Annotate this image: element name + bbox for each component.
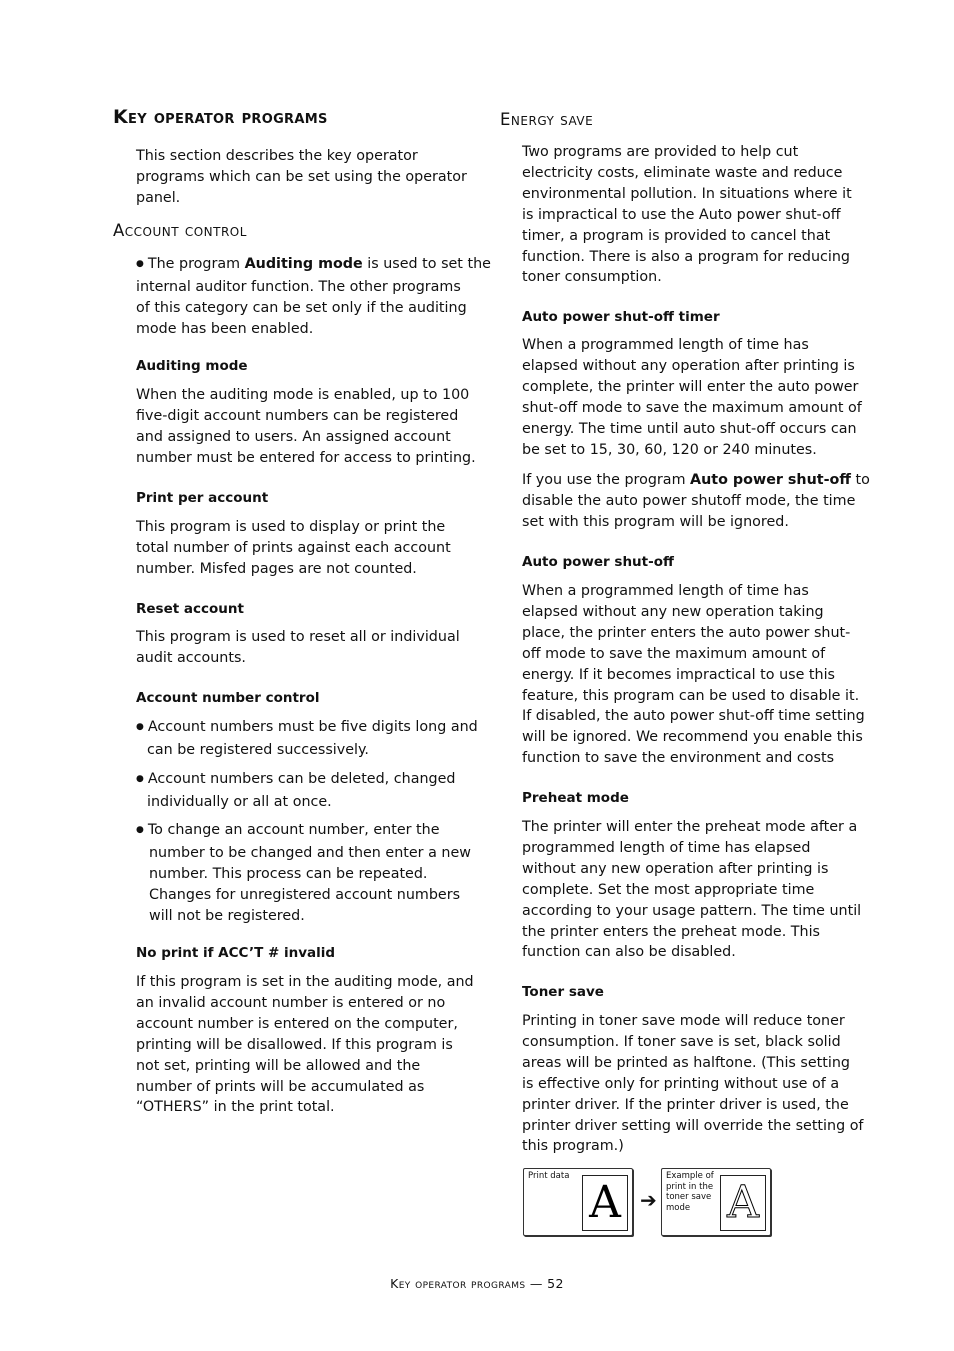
reset-account-title: Reset account (136, 601, 244, 617)
auto-timer-note: If you use the program Auto power shut-off to disable the auto power shutoff mode, the time set with this program will be ignored. (522, 472, 870, 530)
no-print-text: If this program is set in the auditing mode, and an invalid account number is entered or no account number is entered on the computer, printing will be disallowed. If this program is not set, printing will be allowed and the number of prints will be accumulated as “OTHERS” in the print total. (136, 974, 474, 1116)
energy-intro: Two programs are provided to help cut electricity costs, eliminate waste and reduce environmental pollution. In situations where it is impractical to use the Auto power shut-off timer, a program is provided to cancel that function. There is also a program for reducing toner consumption. (522, 144, 852, 286)
preheat-text: The printer will enter the preheat mode after a programmed length of time has elapsed without any new operation after printing is complete. Set the most appropriate time according to your usage pattern. The time until the printer enters the preheat mode. This function can also be disabled. (522, 819, 862, 961)
account-number-bullet-2: ● Account numbers can be deleted, changed individually or all at once. (136, 769, 455, 813)
account-number-bullet-1: ● Account numbers must be five digits long and can be registered successively. (136, 717, 478, 761)
no-print-title: No print if ACC’T # invalid (136, 945, 336, 961)
auto-timer-title: Auto power shut-off timer (522, 309, 720, 325)
account-control-heading: Account control (113, 221, 247, 240)
page-footer: Key operator programs — 52 (390, 1276, 564, 1291)
auto-timer-text: When a programmed length of time has elapsed without any operation after printing is complete, the printer will enter the auto power shut-off mode to save the maximum amount of energy. The time until auto shut-off occurs can be set to 15, 30, 60, 120 or 240 minutes. (522, 337, 862, 458)
print-per-account-title: Print per account (136, 490, 269, 506)
auto-shutoff-title: Auto power shut-off (522, 554, 674, 570)
preheat-title: Preheat mode (522, 790, 629, 806)
print-data-box: Print data A (523, 1168, 633, 1236)
auto-shutoff-text: When a programmed length of time has elapsed without any new operation taking place, the printer enters the auto power shut- off mode to save the maximum amount of energy. If it becomes impractical to use this feature, this program can be used to disable it. If disabled, the auto power shut-off time setting will be ignored. We recommend you enable this function to save the environment and costs (522, 583, 865, 767)
halftone-letter: A (720, 1175, 766, 1231)
account-number-control-title: Account number control (136, 690, 320, 706)
toner-save-text: Printing in toner save mode will reduce toner consumption. If toner save is set, black solid areas will be printed as halftone. (This setting is effective only for printing without use of a printer driver. If the printer driver is used, the printer driver setting will override the setting of this program.) (522, 1013, 864, 1155)
section-heading: Key operator programs (113, 106, 328, 128)
auditing-mode-title: Auditing mode (136, 358, 248, 374)
auditing-bullet: ● The program Auditing mode is used to set the internal auditor function. The other programs of this category can be set only if the auditing mode has been enabled. (136, 254, 491, 340)
intro-paragraph: This section describes the key operator programs which can be set using the operator panel. (136, 148, 467, 206)
toner-save-title: Toner save (522, 984, 604, 1000)
reset-account-text: This program is used to reset all or individual audit accounts. (136, 629, 460, 666)
right-arrow-icon: ➔ (640, 1188, 657, 1212)
toner-save-figure (523, 1168, 773, 1238)
toner-save-example-box: Example of print in the toner save mode A (661, 1168, 771, 1236)
auditing-mode-text: When the auditing mode is enabled, up to 100 five-digit account numbers can be registered and assigned to users. An assigned account number must be entered for access to printing. (136, 387, 476, 466)
account-number-bullet-3: ● To change an account number, enter the number to be changed and then enter a new number. This process can be repeated. Changes for unregistered account numbers will not be registered. (136, 820, 471, 927)
energy-save-heading: Energy save (500, 110, 594, 129)
solid-letter: A (582, 1175, 628, 1231)
print-per-account-text: This program is used to display or print the total number of prints against each account number. Misfed pages are not counted. (136, 519, 451, 577)
